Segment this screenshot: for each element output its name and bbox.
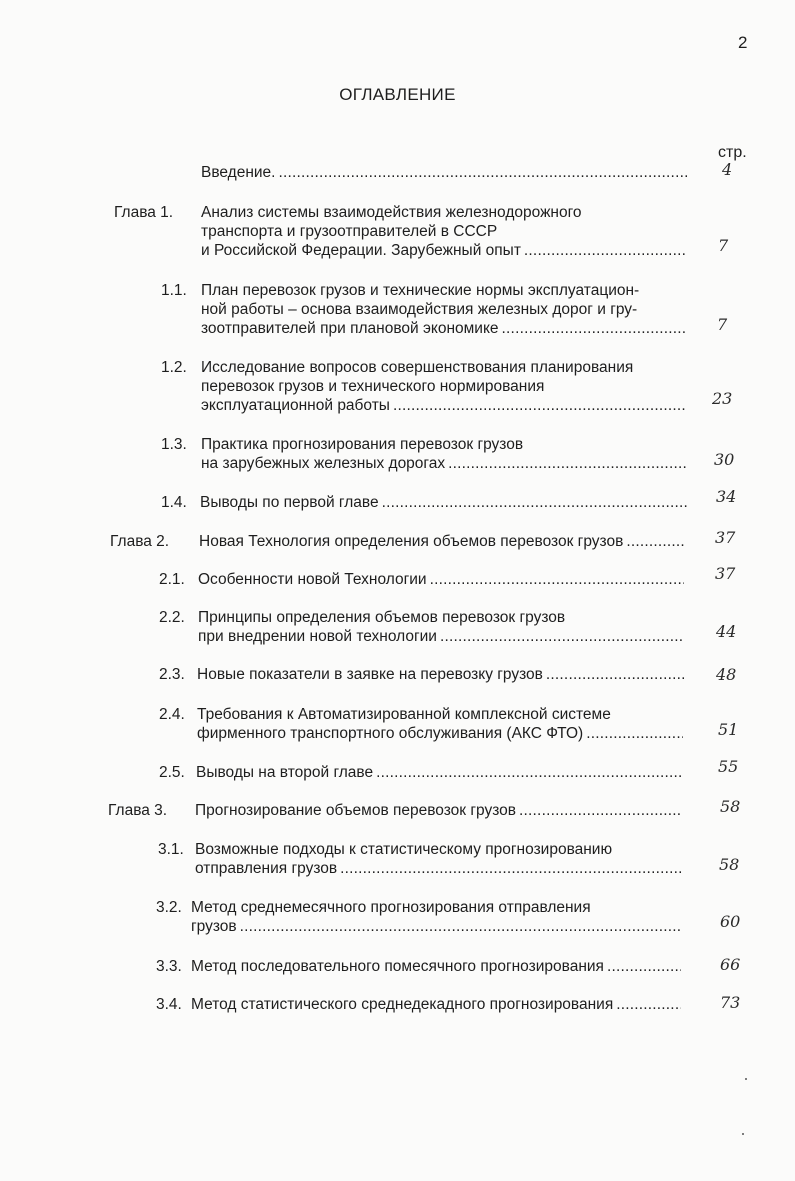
toc-entry-label: Глава 3.	[108, 802, 168, 819]
dot-leader	[430, 570, 684, 589]
toc-entry-title-line: отправления грузов	[195, 860, 338, 877]
toc-entry-title-line: Анализ системы взаимодействия железнодорожного	[201, 204, 582, 221]
toc-entry-label: 2.5.	[159, 764, 185, 781]
toc-entry-page-number: 44	[716, 622, 737, 641]
dot-leader	[586, 724, 683, 743]
toc-entry-page-number: 37	[715, 564, 736, 583]
dot-leader	[448, 454, 687, 473]
toc-entry-label: 2.2.	[159, 609, 185, 626]
toc-entry-label: 3.2.	[156, 899, 182, 916]
toc-entry-title-line: Прогнозирование объемов перевозок грузов	[195, 802, 517, 819]
toc-entry-label: 2.3.	[159, 666, 185, 683]
dot-leader	[626, 532, 685, 551]
toc-entry-title-line: грузов	[191, 918, 237, 935]
toc-entry-label: 1.2.	[161, 359, 187, 376]
scan-speck	[742, 1133, 744, 1135]
dot-leader	[546, 665, 686, 684]
toc-entry-title-line: План перевозок грузов и технические нормы эксплуатацион-	[201, 282, 640, 299]
toc-entry-label: Глава 2.	[110, 533, 170, 550]
dot-leader	[440, 627, 684, 646]
dot-leader	[382, 493, 687, 512]
dot-leader	[393, 396, 687, 415]
page-column-header: стр.	[718, 144, 747, 161]
toc-entry-page-number: 73	[720, 993, 741, 1012]
dot-leader	[616, 995, 681, 1014]
toc-entry-page-number: 66	[720, 955, 741, 974]
dot-leader	[519, 801, 682, 820]
toc-entry-title-line: Метод статистического среднедекадного прогнозирования	[191, 996, 614, 1013]
toc-entry-title-line: Выводы на второй главе	[196, 764, 374, 781]
toc-entry-page-number: 4	[722, 160, 733, 179]
toc-entry-title-line: Метод среднемесячного прогнозирования отправления	[191, 899, 591, 916]
toc-entry-title-line: транспорта и грузоотправителей в СССР	[201, 223, 498, 240]
toc-entry-title-line: перевозок грузов и технического нормирования	[201, 378, 545, 395]
toc-entry-title-line: эксплуатационной работы	[201, 397, 390, 414]
dot-leader	[524, 241, 687, 260]
dot-leader	[340, 859, 684, 878]
toc-entry-page-number: 7	[717, 315, 728, 334]
toc-entry-label: 2.1.	[159, 571, 185, 588]
toc-entry-title-line: Выводы по первой главе	[200, 494, 379, 511]
toc-entry-title-line: и Российской Федерации. Зарубежный опыт	[201, 242, 521, 259]
toc-entry-title-line: Введение.	[201, 164, 276, 181]
toc-entry-title-line: Исследование вопросов совершенствования планирования	[201, 359, 634, 376]
toc-entry-label: 2.4.	[159, 706, 185, 723]
toc-entry-title-line: Требования к Автоматизированной комплексной системе	[197, 706, 611, 723]
scan-speck	[745, 1078, 747, 1080]
toc-entry-title-line: зоотправителей при плановой экономике	[201, 320, 499, 337]
toc-entry-page-number: 48	[716, 665, 737, 684]
toc-entry-title-line: Возможные подходы к статистическому прогнозированию	[195, 841, 613, 858]
toc-entry-page-number: 55	[718, 757, 739, 776]
toc-entry-label: 3.1.	[158, 841, 184, 858]
toc-entry-page-number: 60	[720, 912, 741, 931]
toc-entry-title-line: Особенности новой Технологии	[198, 571, 427, 588]
dot-leader	[502, 319, 687, 338]
dot-leader	[240, 917, 682, 936]
toc-entry-label: 1.4.	[161, 494, 187, 511]
toc-entry-title-line: ной работы – основа взаимодействия железных дорог и гру-	[201, 301, 638, 318]
toc-entry-page-number: 7	[718, 236, 729, 255]
page-title: ОГЛАВЛЕНИЕ	[339, 85, 456, 104]
toc-entry-label: 1.3.	[161, 436, 187, 453]
toc-entry-page-number: 58	[720, 797, 741, 816]
toc-entry-label: 1.1.	[161, 282, 187, 299]
toc-entry-page-number: 30	[714, 450, 735, 469]
dot-leader	[607, 957, 681, 976]
toc-entry-label: 3.4.	[156, 996, 182, 1013]
toc-entry-title-line: фирменного транспортного обслуживания (АКС ФТО)	[197, 725, 584, 742]
toc-entry-page-number: 34	[716, 487, 737, 506]
toc-entry-title-line: Новая Технология определения объемов перевозок грузов	[199, 533, 624, 550]
dot-leader	[376, 763, 683, 782]
toc-entry-title-line: на зарубежных железных дорогах	[201, 455, 446, 472]
toc-entry-label: 3.3.	[156, 958, 182, 975]
toc-entry-title-line: Практика прогнозирования перевозок грузов	[201, 436, 524, 453]
toc-entry-title-line: Принципы определения объемов перевозок грузов	[198, 609, 566, 626]
dot-leader	[279, 163, 688, 182]
page-number: 2	[738, 33, 748, 52]
toc-entry-page-number: 51	[718, 720, 739, 739]
toc-entry-title-line: при внедрении новой технологии	[198, 628, 437, 645]
toc-entry-page-number: 58	[719, 855, 740, 874]
toc-entry-title-line: Метод последовательного помесячного прогнозирования	[191, 958, 604, 975]
toc-entry-page-number: 37	[715, 528, 736, 547]
toc-entry-label: Глава 1.	[114, 204, 174, 221]
toc-entry-title-line: Новые показатели в заявке на перевозку грузов	[197, 666, 543, 683]
toc-entry-page-number: 23	[712, 389, 733, 408]
